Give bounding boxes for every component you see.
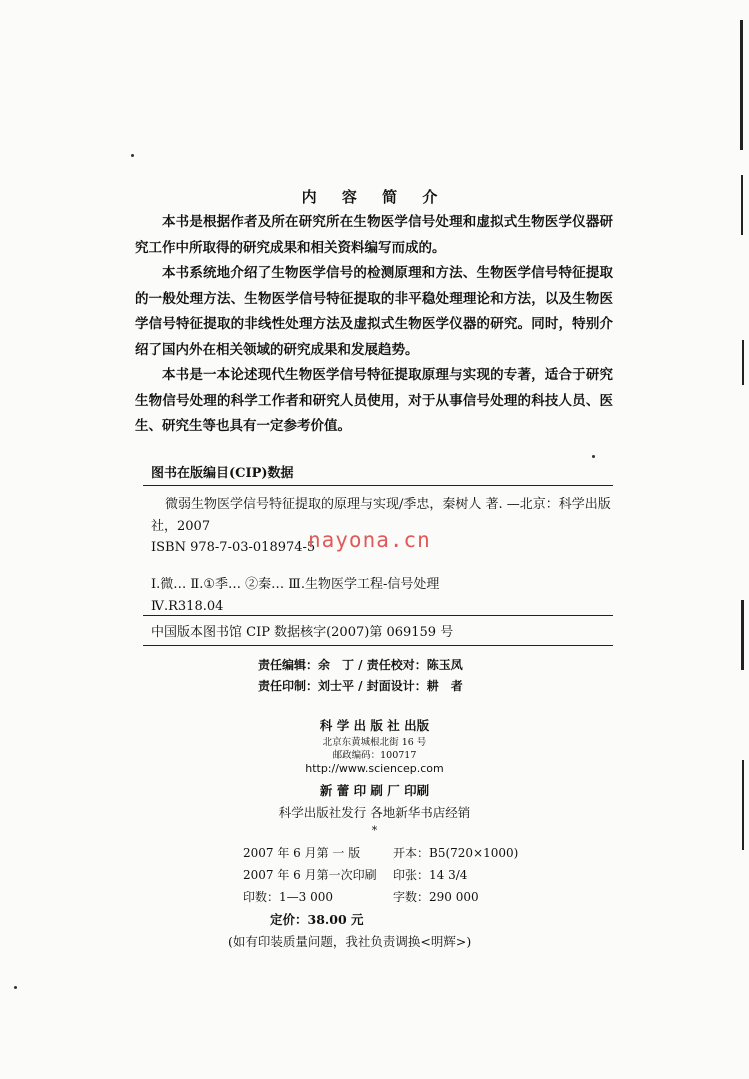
printing: 2007 年 6 月第一次印刷 <box>243 868 377 882</box>
cip-header: 图书在版编目(CIP)数据 <box>151 466 294 481</box>
cip-subjects-line: Ⅳ.R318.04 <box>151 599 224 614</box>
format: 开本：B5(720×1000) <box>393 846 519 860</box>
publisher-address <box>0 736 749 762</box>
credits-line: 责任印制：刘士平 / 封面设计：耕 者 <box>258 679 463 693</box>
separator-asterisk: * <box>371 824 378 837</box>
cip-top-rule <box>143 485 613 486</box>
printer-name: 新 蕾 印 刷 厂 印刷 <box>319 783 430 798</box>
scan-speck <box>592 455 595 458</box>
scan-edge-mark <box>741 600 744 670</box>
section-title: 内 容 简 介 <box>301 188 448 206</box>
cip-bottom-rule <box>143 645 613 646</box>
price: 定价：38.00 元 <box>270 912 364 927</box>
intro-paragraph: 本书系统地介绍了生物医学信号的检测原理和方法、生物医学信号特征提取的一般处理方法、生物医学信号特征提取的非平稳处理理论和方法，以及生物医学信号特征提取的非线性处理方法及虚拟式生物医学仪器的研究。同时，特别介绍了国内外在相关领域的研究成果和发展趋势。 <box>135 265 613 358</box>
print-run: 印数：1—3 000 <box>243 890 333 904</box>
credits-line: 责任编辑：余 丁 / 责任校对：陈玉凤 <box>258 658 463 672</box>
publisher-name: 科 学 出 版 社 出版 <box>319 718 430 733</box>
publisher-postcode: 邮政编码：100717 <box>332 750 417 761</box>
scan-edge-mark <box>740 20 743 150</box>
watermark: nayona.cn <box>308 528 431 552</box>
cip-subjects-line: Ⅰ.微… Ⅱ.①季… ②秦… Ⅲ.生物医学工程-信号处理 <box>151 577 440 592</box>
intro-paragraph: 本书是根据作者及所在研究所在生物医学信号处理和虚拟式生物医学仪器研究工作中所取得的研究成果和相关资料编写而成的。 <box>135 214 613 256</box>
quality-notice: (如有印装质量问题，我社负责调换<明辉>) <box>228 934 472 949</box>
distribution-info: 科学出版社发行 各地新华书店经销 <box>278 805 471 820</box>
cip-number: 中国版本图书馆 CIP 数据核字(2007)第 069159 号 <box>151 625 454 640</box>
cip-mid-rule <box>143 615 613 616</box>
cip-subjects <box>151 574 439 618</box>
scan-edge-mark <box>742 340 744 385</box>
intro-paragraph: 本书是一本论述现代生物医学信号特征提取原理与实现的专著，适合于研究生物信号处理的科学工作者和研究人员使用，对于从事信号处理的科技人员、医生、研究生等也具有一定参考价值。 <box>135 367 613 434</box>
publisher-street: 北京东黄城根北街 16 号 <box>322 737 427 748</box>
cip-isbn: ISBN 978-7-03-018974-5 <box>151 540 316 555</box>
scan-speck <box>131 154 134 157</box>
word-count: 字数：290 000 <box>393 890 479 904</box>
credits <box>258 655 463 697</box>
cip-description: 微弱生物医学信号特征提取的原理与实现/季忠，秦树人 著. —北京：科学出版社，2007 <box>151 497 611 534</box>
intro-text <box>135 210 613 440</box>
sheets: 印张：14 3/4 <box>393 868 468 882</box>
publisher-url: http://www.sciencep.com <box>305 762 444 775</box>
edition: 2007 年 6 月第 一 版 <box>243 846 361 860</box>
scan-speck <box>14 986 17 989</box>
